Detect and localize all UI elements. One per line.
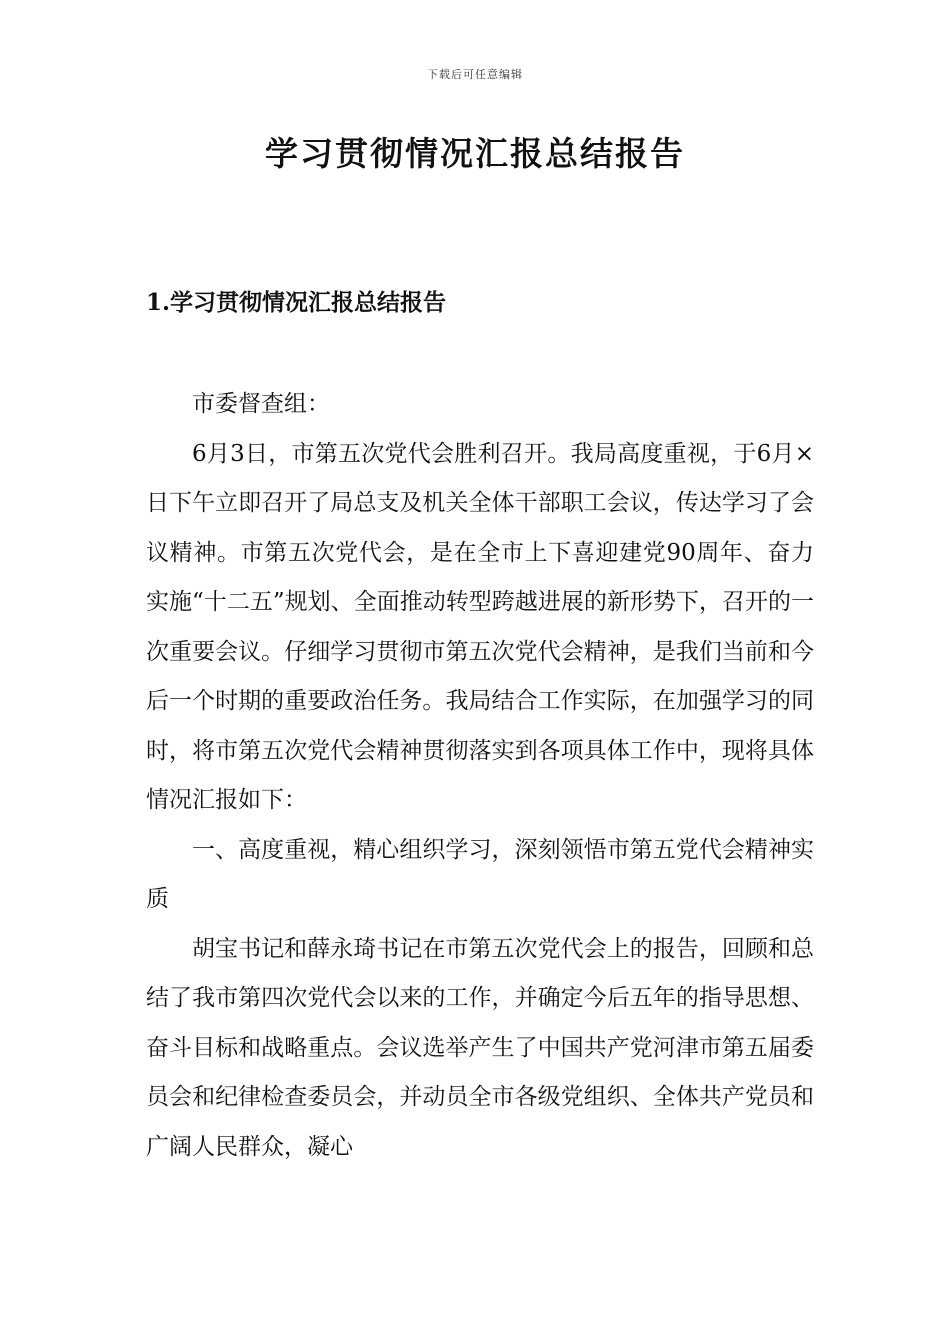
section-title: 1.学习贯彻情况汇报总结报告	[146, 289, 447, 316]
salutation-paragraph: 市委督查组：	[192, 391, 330, 417]
document-body	[146, 380, 814, 1172]
document-title: 学习贯彻情况汇报总结报告	[265, 134, 685, 173]
body-paragraph: 6月3日，市第五次党代会胜利召开。我局高度重视，于6月×日下午立即召开了局总支及机关全体干部职工会议，传达学习了会议精神。市第五次党代会，是在全市上下喜迎建党90周年、奋力实施“十二五”规划、全面推动转型跨越进展的新形势下，召开的一次重要会议。仔细学习贯彻市第五次党代会精神，是我们当前和今后一个时期的重要政治任务。我局结合工作实际，在加强学习的同时，将市第五次党代会精神贯彻落实到各项具体工作中，现将具体情况汇报如下：	[146, 440, 814, 813]
header-note: 下载后可任意编辑	[427, 68, 523, 81]
body-paragraph: 胡宝书记和薛永琦书记在市第五次党代会上的报告，回顾和总结了我市第四次党代会以来的工作，并确定今后五年的指导思想、奋斗目标和战略重点。会议选举产生了中国共产党河津市第五届委员会和纪律检查委员会，并动员全市各级党组织、全体共产党员和广阔人民群众，凝心	[146, 935, 814, 1160]
heading-paragraph: 一、高度重视，精心组织学习，深刻领悟市第五党代会精神实质	[146, 836, 814, 912]
